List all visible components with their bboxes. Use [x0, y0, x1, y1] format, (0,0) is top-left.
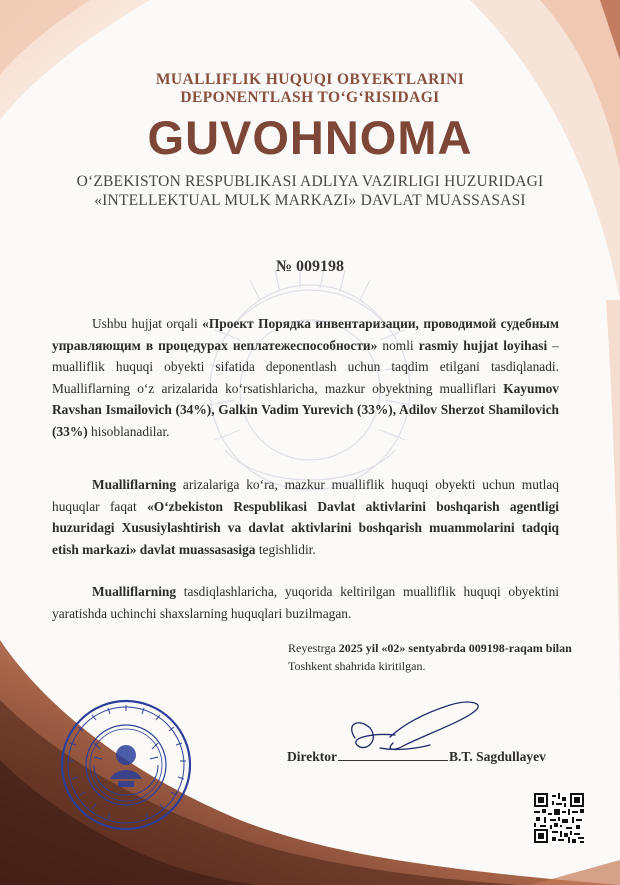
- paragraph-2: [52, 474, 559, 560]
- document-name: «Проект Порядка инвентаризации, проводимой судебным управляющим в процедурах неплатежеспособности»: [52, 316, 559, 353]
- header-line-1: MUALLIFLIK HUQUQI OBYEKTLARINI: [155, 71, 465, 88]
- registration-date: 2025 yil «02» sentyabrda 009198-raqam bilan: [338, 641, 572, 655]
- paragraph-3-text: tasdiqlashlaricha, yuqorida keltirilgan mualliflik huquqi obyektini yaratishda uchinchi shaxslarning huquqlari buzilmagan.: [52, 584, 559, 621]
- paragraph-1-text: nomli: [377, 337, 419, 353]
- signer-role: Direktor: [287, 749, 337, 764]
- qr-code[interactable]: [534, 793, 584, 843]
- organization-line-2: «INTELLEKTUAL MULK MARKAZI» DAVLAT MUASSASASI: [94, 192, 526, 209]
- header-line-2: DEPONENTLASH TO‘G‘RISIDAGI: [180, 89, 440, 106]
- organization-line-1: O‘ZBEKISTON RESPUBLIKASI ADLIYA VAZIRLIGI HUZURIDAGI: [76, 173, 544, 190]
- authors-list: Kayumov Ravshan Ismailovich (34%), Galkin Vadim Yurevich (33%), Adilov Sherzot Shamilovich (33%): [52, 380, 559, 439]
- paragraph-2-lead: Mualliflarning: [92, 477, 177, 492]
- paragraph-1: [52, 313, 559, 442]
- rights-holder: «O‘zbekiston Respublikasi Davlat aktivlarini boshqarish agentligi huzuridagi Xususiylashtirish va davlat aktivlarini boshqarish muammolarini tadqiq etish markazi» davlat muassasasiga: [52, 498, 559, 557]
- document-title: GUVOHNOMA: [147, 111, 473, 164]
- paragraph-1-text: Ushbu hujjat orqali: [92, 316, 203, 331]
- handwritten-signature: [335, 693, 495, 763]
- registration-note: [288, 640, 578, 675]
- paragraph-1-text: hisoblanadilar.: [87, 423, 170, 439]
- paragraph-1-text: – mualliflik huquqi obyekti sifatida deponentlash uchun taqdim etilgani tasdiqlanadi. Mualliflarning o‘z arizalarida ko‘rsatishlaricha, mazkur obyektning mualliflari: [52, 337, 559, 396]
- signer-name: B.T. Sagdullayev: [449, 749, 546, 764]
- registration-text: Reyestrga: [288, 641, 339, 655]
- paragraph-2-text: tegishlidir.: [255, 541, 316, 557]
- paragraph-3: [52, 581, 559, 624]
- registration-text: Toshkent shahrida kiritilgan.: [288, 658, 426, 673]
- certificate-number: № 009198: [275, 258, 345, 275]
- official-seal: [58, 697, 194, 833]
- paragraph-3-lead: Mualliflarning: [92, 584, 177, 599]
- paragraph-2-text: arizalariga ko‘ra, mazkur mualliflik huquqi obyekti uchun mutlaq huquqlar faqat: [52, 477, 559, 514]
- document-type: rasmiy hujjat loyihasi: [418, 337, 548, 353]
